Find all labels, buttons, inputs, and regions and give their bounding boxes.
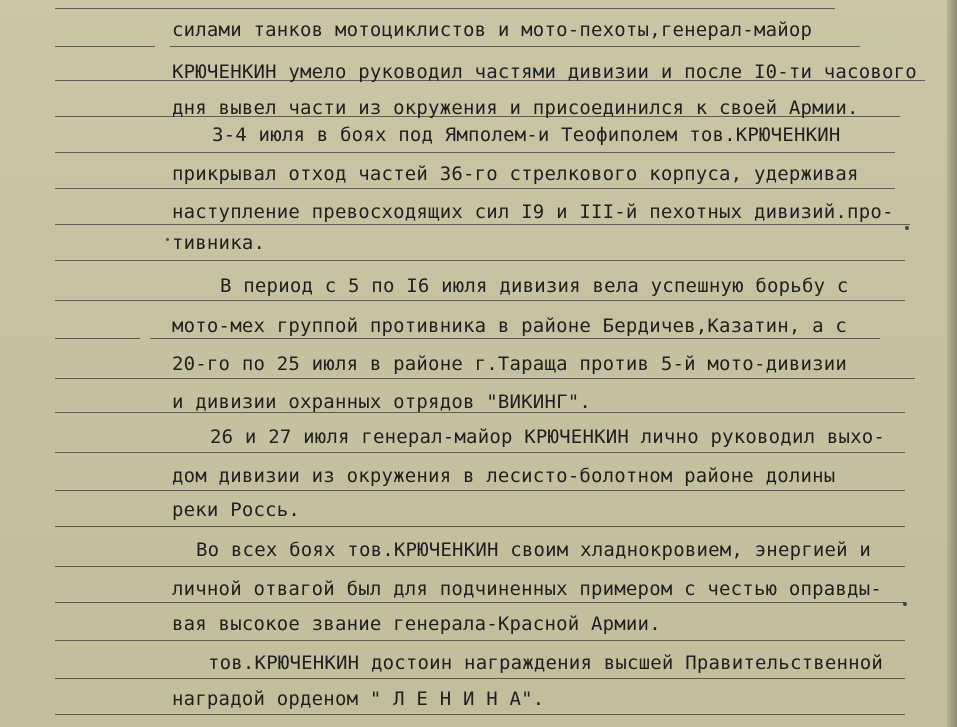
text-line: 20-го по 25 июля в районе г.Тараща против 5-й мото-дивизии: [172, 353, 848, 375]
ruled-line: [55, 640, 905, 641]
ruled-line: [55, 8, 835, 9]
ruled-line: [55, 378, 915, 379]
text-line: прикрывал отход частей 36-го стрелкового корпуса, удерживая: [172, 163, 859, 185]
ruled-line: [55, 224, 910, 225]
text-line: В период с 5 по I6 июля дивизия вела успешную борьбу с: [220, 275, 849, 297]
text-line: силами танков мотоциклистов и мото-пехоты,генерал-майор: [172, 19, 813, 41]
ruled-line: [55, 678, 905, 679]
ruled-line: [55, 188, 895, 189]
ruled-line: [55, 300, 905, 301]
ruled-line: [55, 566, 905, 567]
ruled-line: [55, 602, 905, 603]
ink-spot: [166, 238, 169, 241]
text-line: дня вывел части из окружения и присоединился к своей Армии.: [172, 97, 859, 119]
text-line: реки Россь.: [172, 499, 301, 521]
text-line: вая высокое звание генерала-Красной Армии.: [172, 613, 661, 635]
ruled-line: [55, 260, 905, 261]
text-line: наградой орденом " Л Е Н И Н А".: [172, 688, 545, 710]
text-line: КРЮЧЕНКИН умело руководил частями дивизии и после I0-ти часового: [172, 61, 917, 83]
text-line: тивника.: [172, 232, 266, 254]
ruled-line: [55, 46, 155, 47]
ruled-line: [55, 152, 895, 153]
ruled-line: [55, 338, 140, 339]
ruled-line: [55, 526, 905, 527]
ruled-line: [55, 714, 905, 715]
text-line: Во всех боях тов.КРЮЧЕНКИН своим хладнокровием, энергией и: [196, 539, 872, 561]
ink-spot: [903, 602, 907, 606]
text-line: тов.КРЮЧЕНКИН достоин награждения высшей Правительственной: [208, 652, 884, 674]
ink-spot: [905, 226, 909, 230]
text-line: мото-мех группой противника в районе Бердичев,Казатин, а с: [172, 315, 848, 337]
ruled-line: [55, 452, 905, 453]
page-edge: [947, 0, 957, 727]
text-line: 3-4 июля в боях под Ямполем-и Теофиполем тов.КРЮЧЕНКИН: [212, 124, 841, 146]
text-line: 26 и 27 июля генерал-майор КРЮЧЕНКИН лично руководил выхо-: [210, 426, 886, 448]
text-line: наступление превосходящих сил I9 и III-й пехотных дивизий.про-: [172, 201, 894, 223]
text-line: и дивизии охранных отрядов "ВИКИНГ".: [172, 391, 592, 413]
text-line: личной отвагой был для подчиненных примером с честью оправды-: [172, 578, 882, 600]
ruled-line: [55, 490, 905, 491]
text-line: дом дивизии из окружения в лесисто-болотном районе долины: [172, 465, 836, 487]
ruled-line: [170, 46, 860, 47]
ruled-line: [150, 338, 880, 339]
